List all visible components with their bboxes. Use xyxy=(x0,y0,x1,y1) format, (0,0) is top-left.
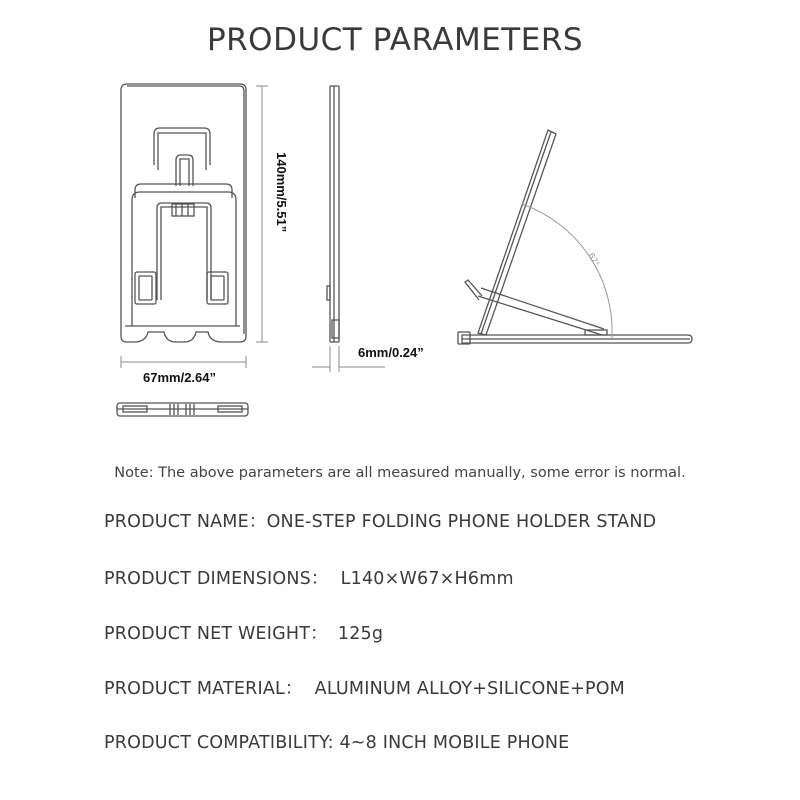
angled-view xyxy=(458,130,692,344)
thickness-label: 6mm/0.24” xyxy=(358,345,424,360)
spec-net-weight xyxy=(104,620,383,645)
spec-label: PRODUCT MATERIAL： xyxy=(104,679,303,699)
height-dimension xyxy=(256,86,268,342)
spec-label: PRODUCT NET WEIGHT： xyxy=(104,624,328,644)
front-view xyxy=(121,84,246,342)
bottom-view xyxy=(117,403,248,416)
spec-value: L140×W67×H6mm xyxy=(340,569,514,589)
spec-value: 125g xyxy=(337,624,384,644)
side-view xyxy=(327,86,339,342)
page-title: PRODUCT PARAMETERS xyxy=(206,22,584,58)
spec-product-dimensions xyxy=(104,565,514,590)
width-dimension xyxy=(121,356,246,368)
spec-product-name xyxy=(104,508,656,533)
spec-label: PRODUCT COMPATIBILITY: xyxy=(104,733,340,753)
height-label: 140mm/5.51” xyxy=(274,152,289,233)
angle-indicator xyxy=(522,204,612,338)
spec-label: PRODUCT DIMENSIONS： xyxy=(104,569,329,589)
spec-compatibility xyxy=(104,733,569,753)
width-label: 67mm/2.64” xyxy=(143,370,216,385)
spec-label: PRODUCT NAME： xyxy=(104,512,267,532)
disclaimer-note: Note: The above parameters are all measured manually, some error is normal. xyxy=(114,465,686,481)
spec-value: ONE-STEP FOLDING PHONE HOLDER STAND xyxy=(266,512,657,532)
angle-label: 67° xyxy=(586,251,602,268)
spec-material xyxy=(104,675,625,700)
spec-value: ALUMINUM ALLOY+SILICONE+POM xyxy=(314,679,625,699)
spec-value: 4~8 INCH MOBILE PHONE xyxy=(339,733,570,753)
